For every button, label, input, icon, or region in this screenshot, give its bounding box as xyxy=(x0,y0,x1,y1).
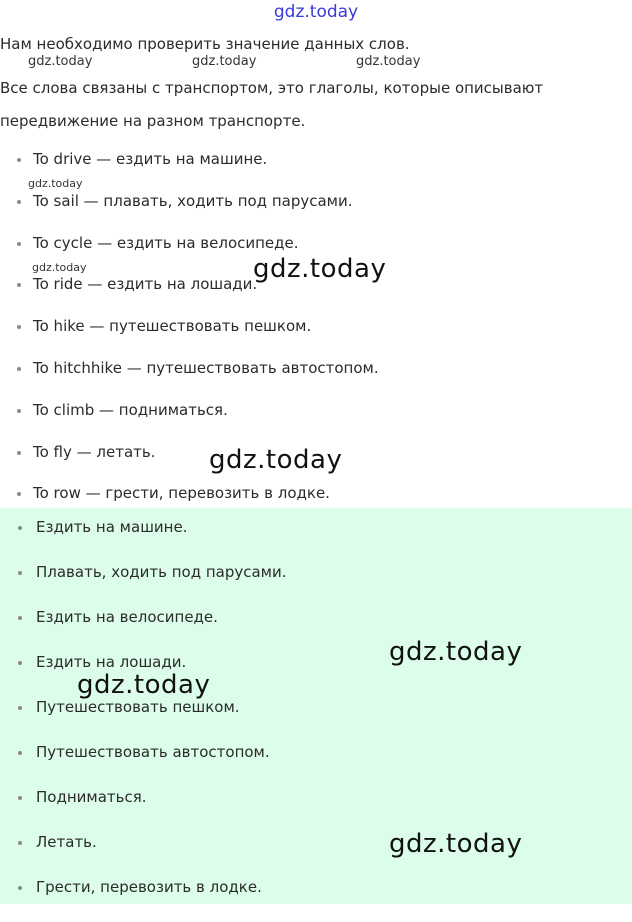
watermark: gdz.today xyxy=(209,445,343,475)
answer-text: Грести, перевозить в лодке. xyxy=(36,878,262,896)
watermark: gdz.today xyxy=(77,670,211,700)
bullet-icon xyxy=(17,409,21,413)
bullet-icon xyxy=(17,492,21,496)
list-item xyxy=(0,316,379,336)
list-item xyxy=(0,149,379,169)
answer-text: Путешествовать пешком. xyxy=(36,698,240,716)
list-item xyxy=(0,742,287,762)
list-item xyxy=(0,233,379,253)
list-item xyxy=(0,191,379,211)
list-item xyxy=(0,652,287,672)
bullet-icon xyxy=(17,451,21,455)
bullet-icon xyxy=(18,841,22,845)
bullet-icon xyxy=(18,526,22,530)
bullet-icon xyxy=(18,751,22,755)
answer-text: Летать. xyxy=(36,833,97,851)
answer-text: Ездить на машине. xyxy=(36,518,188,536)
bullet-icon xyxy=(17,325,21,329)
list-item xyxy=(0,832,287,852)
verb-list xyxy=(0,149,379,525)
list-item xyxy=(0,517,287,537)
verb-text: To cycle — ездить на велосипеде. xyxy=(33,233,299,252)
intro-text xyxy=(0,36,600,138)
watermark: gdz.today xyxy=(389,637,523,667)
watermark: gdz.today xyxy=(192,54,257,69)
verb-text: To ride — ездить на лошади. xyxy=(33,275,258,294)
verb-text: To hike — путешествовать пешком. xyxy=(33,317,312,336)
list-item xyxy=(0,400,379,420)
bullet-icon xyxy=(18,571,22,575)
watermark: gdz.today xyxy=(32,261,87,274)
answer-text: Плавать, ходить под парусами. xyxy=(36,563,287,581)
watermark: gdz.today xyxy=(28,54,93,69)
list-item xyxy=(0,274,379,294)
list-item xyxy=(0,442,379,462)
list-item xyxy=(0,697,287,717)
bullet-icon xyxy=(18,886,22,890)
answer-text: Ездить на велосипеде. xyxy=(36,608,218,626)
list-item xyxy=(0,358,379,378)
verb-text: To row — грести, перевозить в лодке. xyxy=(33,484,330,503)
verb-text: To drive — ездить на машине. xyxy=(33,150,268,168)
watermark: gdz.today xyxy=(389,829,523,859)
watermark: gdz.today xyxy=(28,177,83,190)
watermark: gdz.today xyxy=(253,254,387,284)
list-item xyxy=(0,607,287,627)
bullet-icon xyxy=(18,706,22,710)
bullet-icon xyxy=(18,616,22,620)
bullet-icon xyxy=(18,796,22,800)
verb-text: To fly — летать. xyxy=(33,442,156,461)
site-logo[interactable]: gdz.today xyxy=(273,2,359,22)
intro-line-1: Нам необходимо проверить значение данных слов. xyxy=(0,35,410,53)
bullet-icon xyxy=(18,661,22,665)
watermark: gdz.today xyxy=(356,54,421,69)
bullet-icon xyxy=(17,367,21,371)
verb-text: To climb — подниматься. xyxy=(33,400,228,419)
list-item xyxy=(0,877,287,897)
verb-text: To hitchhike — путешествовать автостопом. xyxy=(33,358,379,377)
answer-text: Путешествовать автостопом. xyxy=(36,743,270,761)
answer-text: Подниматься. xyxy=(36,788,147,806)
intro-line-2: Все слова связаны с транспортом, это глаголы, которые описывают передвижение на разном транспорте. xyxy=(0,79,544,130)
bullet-icon xyxy=(17,283,21,287)
bullet-icon xyxy=(17,158,21,162)
bullet-icon xyxy=(17,242,21,246)
list-item xyxy=(0,787,287,807)
list-item xyxy=(0,483,379,503)
answer-text: Ездить на лошади. xyxy=(36,653,187,671)
answer-list xyxy=(0,517,287,922)
verb-text: To sail — плавать, ходить под парусами. xyxy=(33,191,353,210)
list-item xyxy=(0,562,287,582)
bullet-icon xyxy=(17,200,21,204)
